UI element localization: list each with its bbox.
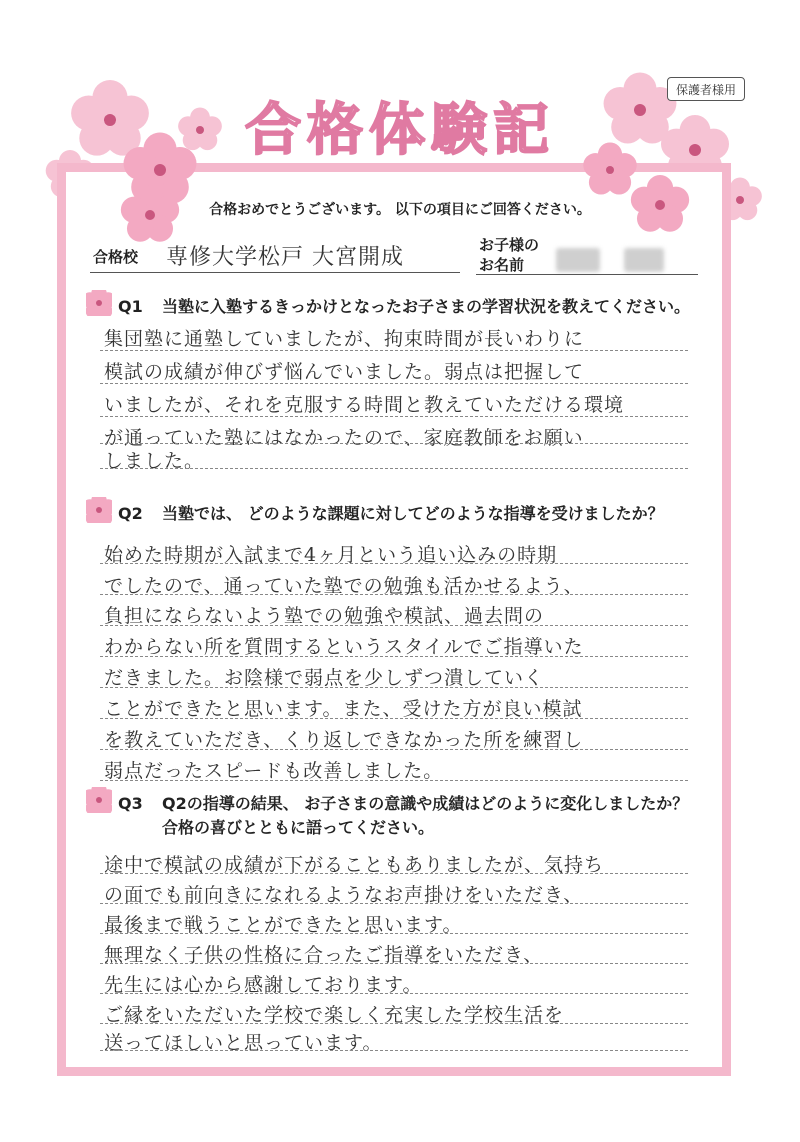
- question-3: Q3 Q2の指導の結果、 お子さまの意識や成績はどのように変化しましたか？: [118, 794, 689, 813]
- ruled-line: [100, 718, 688, 719]
- q2-answer-line: を教えていただき、くり返しできなかった所を練習し: [104, 729, 584, 751]
- question-2: Q2 当塾では、 どのような課題に対してどのような指導を受けましたか？: [118, 504, 664, 523]
- blossom-bullet-icon: [86, 787, 112, 813]
- ruled-line: [100, 563, 688, 564]
- intro-text: 合格おめでとうございます。 以下の項目にご回答ください。: [209, 202, 591, 218]
- q3-answer-line: ご縁をいただいた学校で楽しく充実した学校生活を: [104, 1004, 565, 1026]
- ruled-line: [100, 963, 688, 964]
- child-name-underline: [476, 274, 698, 275]
- q3-answer-line: 送ってほしいと思っています。: [104, 1032, 383, 1054]
- page-title: 合格体験記: [245, 97, 555, 163]
- ruled-line: [100, 1023, 688, 1024]
- q2-answer-line: 負担にならないよう塾での勉強や模試、過去問の: [104, 605, 545, 627]
- ruled-line: [100, 656, 688, 657]
- q2-answer-line: 始めた時期が入試まで4ヶ月という追い込みの時期: [104, 544, 558, 566]
- ruled-line: [100, 993, 688, 994]
- ruled-line: [100, 625, 688, 626]
- school-value: 専修大学松戸 大宮開成: [166, 245, 404, 270]
- q3-answer-line: 最後まで戦うことができたと思います。: [104, 914, 463, 936]
- q1-answer-line: 集団塾に通塾していましたが、拘束時間が長いわりに: [104, 328, 585, 350]
- ruled-line: [100, 933, 688, 934]
- q1-answer-line: いましたが、それを克服する時間と教えていただける環境: [104, 394, 625, 416]
- ruled-line: [100, 443, 688, 444]
- blossom-bullet-icon: [86, 497, 112, 523]
- redacted-name-2: [624, 248, 664, 272]
- q2-answer-line: ことができたと思います。また、受けた方が良い模試: [104, 698, 583, 720]
- ruled-line: [100, 780, 688, 781]
- blossom-bullet-icon: [86, 290, 112, 316]
- q2-answer-line: 弱点だったスピードも改善しました。: [104, 760, 444, 782]
- ruled-line: [100, 416, 688, 417]
- ruled-line: [100, 903, 688, 904]
- q1-answer-line: 模試の成績が伸びず悩んでいました。弱点は把握して: [104, 361, 585, 383]
- q3-answer-line: 先生には心から感謝しております。: [104, 974, 423, 996]
- child-name-label-2: お名前: [479, 256, 525, 274]
- ruled-line: [100, 468, 688, 469]
- q1-answer-line: しました。: [104, 450, 205, 472]
- question-1: Q1 当塾に入塾するきっかけとなったお子さまの学習状況を教えてください。: [118, 297, 691, 316]
- q2-answer-line: わからない所を質問するというスタイルでご指導いた: [104, 636, 584, 658]
- school-underline: [90, 272, 460, 273]
- q2-answer-line: でしたので、通っていた塾での勉強も活かせるよう、: [104, 575, 584, 597]
- ruled-line: [100, 594, 688, 595]
- q2-answer-line: だきました。お陰様で弱点を少しずつ潰していく: [104, 667, 545, 689]
- q3-answer-line: 無理なく子供の性格に合ったご指導をいただき、: [104, 944, 544, 966]
- ruled-line: [100, 873, 688, 874]
- ruled-line: [100, 383, 688, 384]
- ruled-line: [100, 687, 688, 688]
- child-name-label-1: お子様の: [479, 236, 540, 254]
- redacted-name-1: [556, 248, 600, 272]
- question-3-line-2: 合格の喜びとともに語ってください。: [162, 818, 435, 837]
- parent-use-badge: 保護者様用: [667, 77, 745, 101]
- ruled-line: [100, 1050, 688, 1051]
- ruled-line: [100, 350, 688, 351]
- q1-answer-line: が通っていた塾にはなかったので、家庭教師をお願い: [104, 427, 584, 449]
- school-label: 合格校: [93, 248, 139, 266]
- q3-answer-line: 途中で模試の成績が下がることもありましたが、気持ち: [104, 854, 605, 876]
- ruled-line: [100, 749, 688, 750]
- q3-answer-line: の面でも前向きになれるようなお声掛けをいただき、: [104, 884, 584, 906]
